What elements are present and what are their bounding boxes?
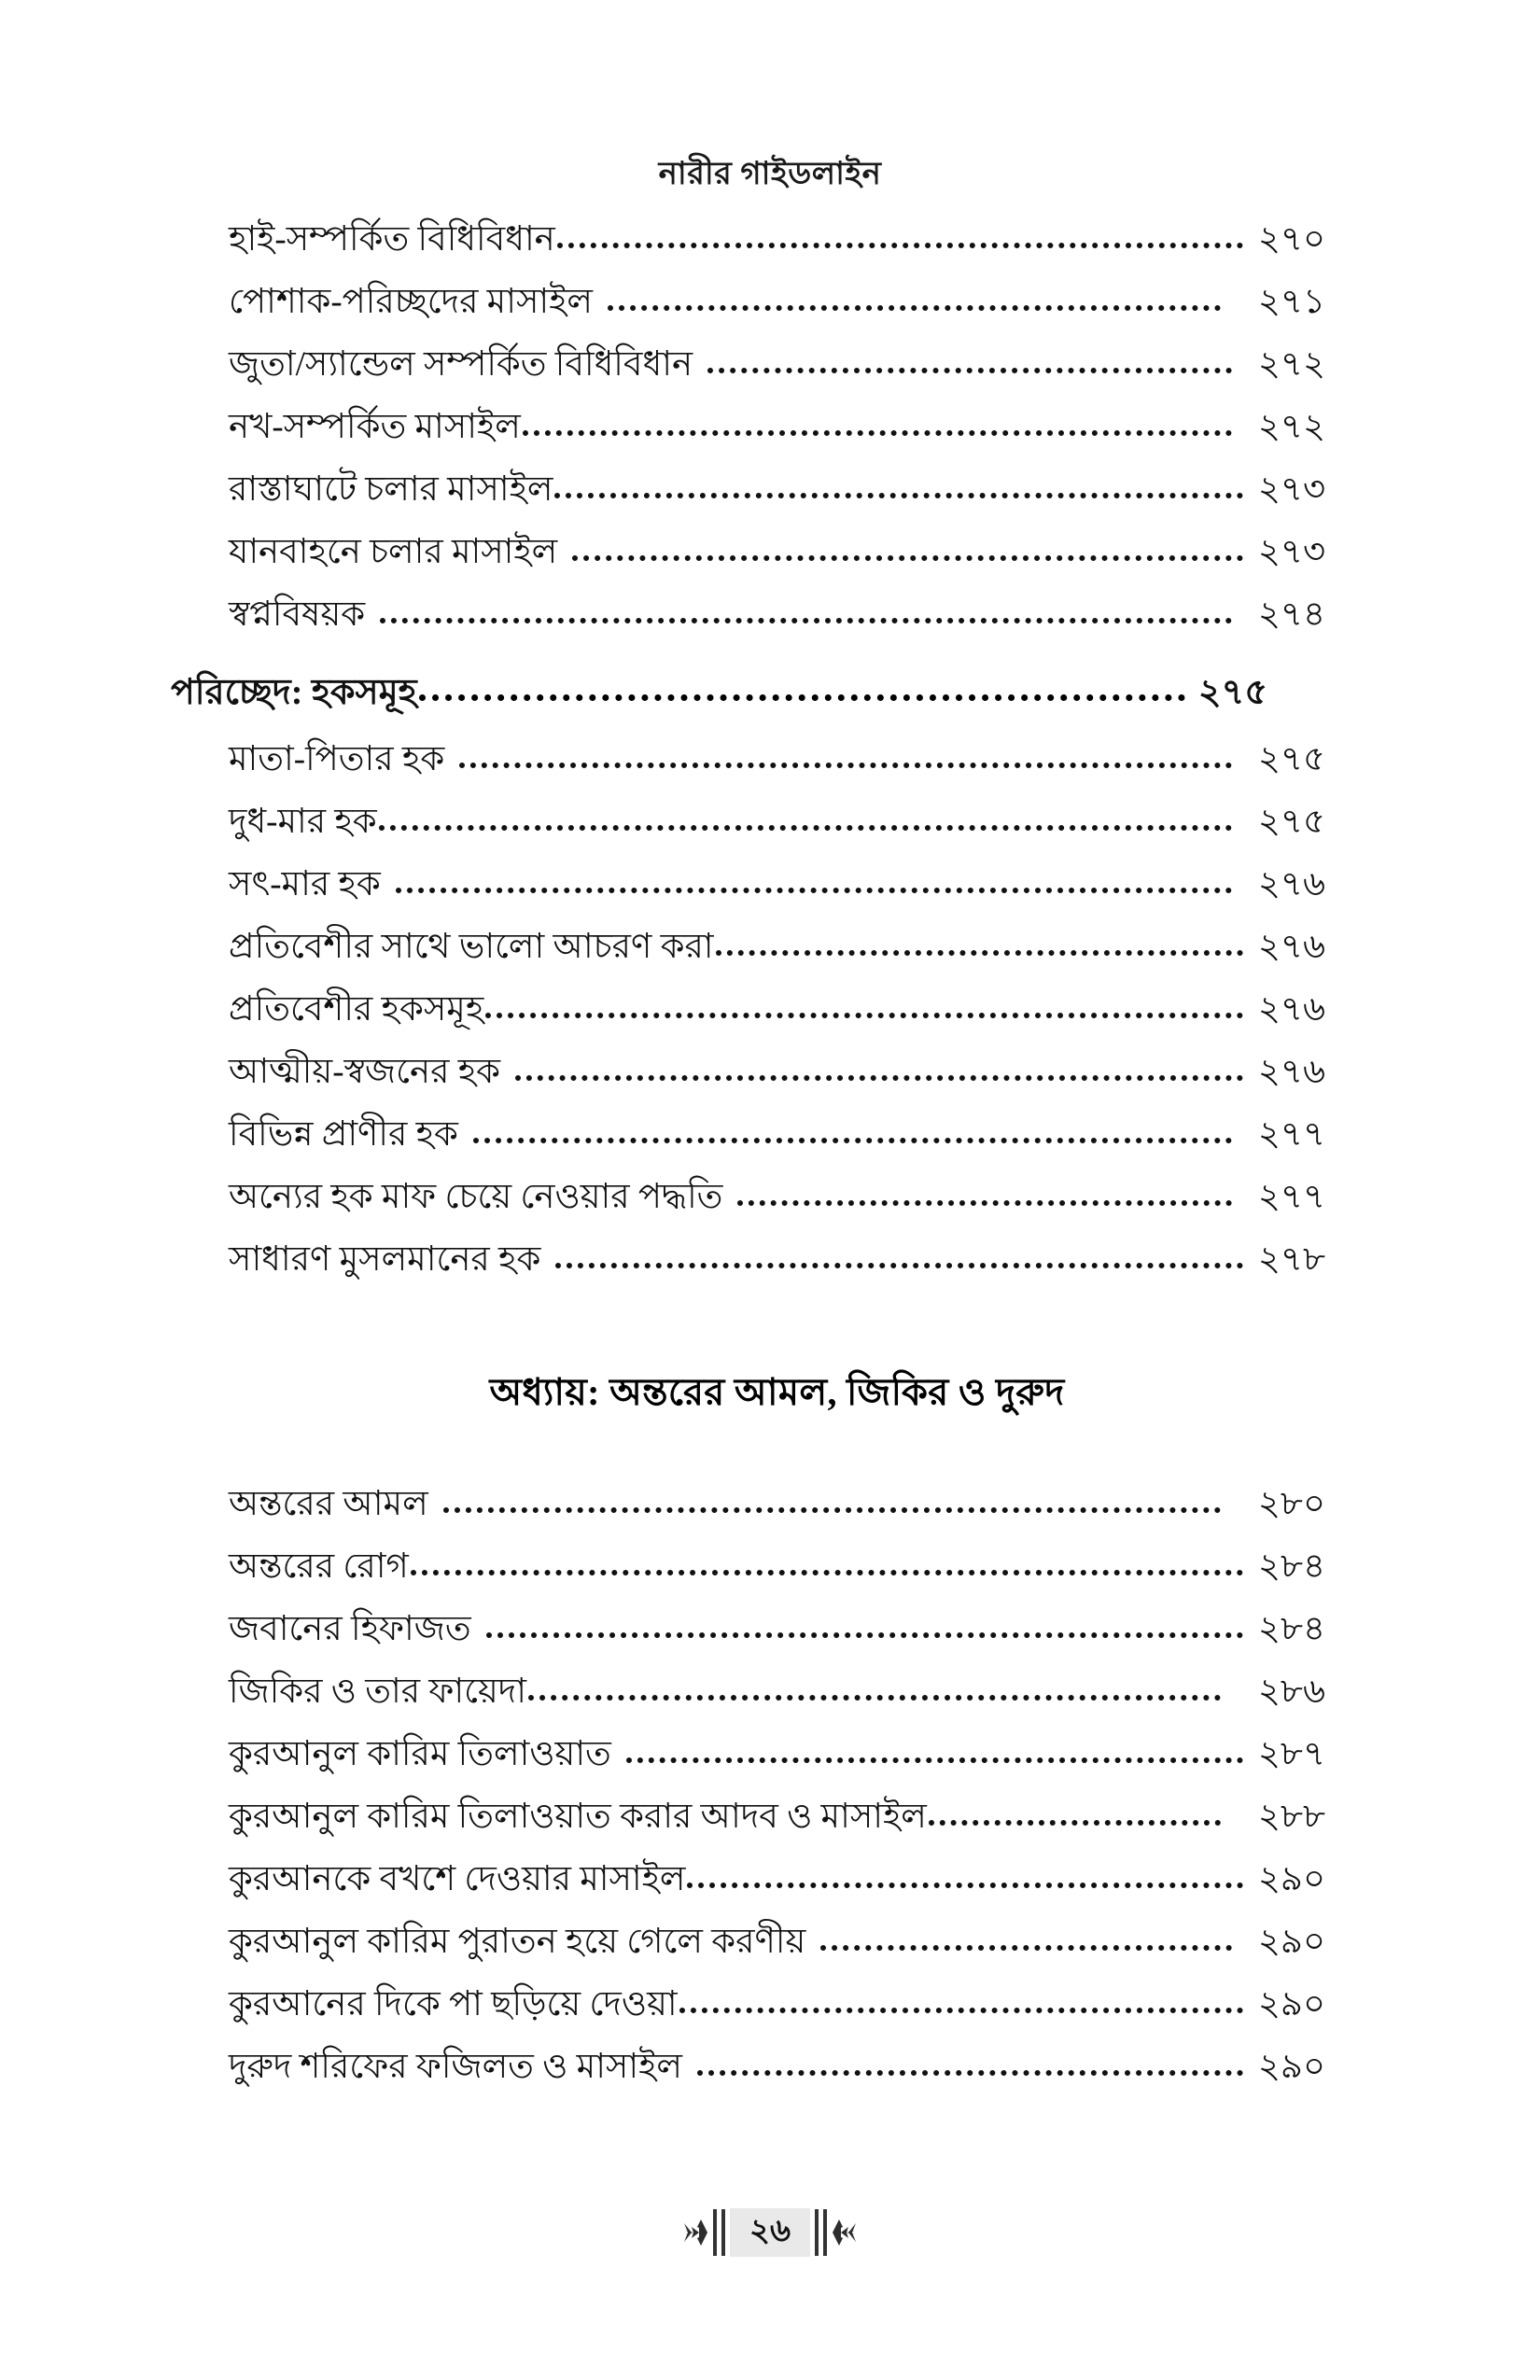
toc-entry [229, 1674, 1325, 1709]
toc-entry-title: সৎ-মার হক [229, 865, 381, 903]
footer-rule-left [713, 2209, 725, 2256]
toc-entry-page: ২৭৫ [1257, 803, 1325, 841]
floral-ornament-left-icon [680, 2208, 708, 2257]
toc-leader-dots [411, 1556, 1243, 1584]
toc-leader-dots [572, 541, 1243, 569]
toc-entry-page: ২৮৭ [1257, 1735, 1325, 1773]
folio-page-number: ২৬ [730, 2208, 810, 2257]
toc-entry [229, 1737, 1325, 1771]
toc-entry-title: কুরআনুল কারিম তিলাওয়াত [229, 1735, 611, 1773]
toc-entry [229, 1055, 1325, 1089]
toc-entry [229, 867, 1325, 902]
toc-entry [229, 597, 1325, 632]
toc-leader-dots [554, 479, 1243, 507]
toc-entry-title: প্রতিবেশীর সাথে ভালো আচরণ করা [229, 928, 714, 966]
toc-entry-page: ২৭৬ [1257, 990, 1325, 1029]
toc-leader-dots [626, 1743, 1243, 1771]
toc-entry [229, 347, 1325, 382]
toc-leader-dots [697, 2056, 1243, 2084]
toc-content [171, 220, 1325, 2112]
toc-entry-page: ২৭২ [1257, 345, 1325, 384]
toc-section-title: পরিচ্ছেদ: হকসমূহ [171, 673, 417, 712]
toc-entry-title: বিভিন্ন প্রাণীর হক [229, 1115, 458, 1154]
toc-entry [229, 1117, 1325, 1152]
toc-entry-page: ২৮০ [1257, 1485, 1325, 1523]
toc-entry-page: ২৭১ [1257, 283, 1325, 321]
toc-leader-dots [396, 874, 1232, 902]
toc-entry-title: দুধ-মার হক [229, 803, 377, 841]
toc-entry-title: অন্তরের আমল [229, 1485, 428, 1523]
toc-entry [229, 1862, 1325, 1897]
toc-entry-page: ২৭৬ [1257, 1053, 1325, 1091]
toc-leader-dots [929, 1806, 1221, 1834]
toc-leader-dots [486, 1618, 1243, 1646]
toc-leader-dots [716, 936, 1243, 964]
toc-entry-title: পোশাক-পরিচ্ছদের মাসাইল [229, 283, 593, 321]
toc-entry [229, 285, 1325, 319]
toc-leader-dots [687, 1869, 1243, 1897]
toc-entry [229, 222, 1325, 257]
toc-entry-page: ২৭৩ [1257, 470, 1325, 509]
toc-entry-page: ২৭৭ [1257, 1178, 1325, 1216]
chapter-heading: অধ্যায়: অন্তরের আমল, জিকির ও দুরুদ [489, 1371, 1065, 1413]
toc-entry-page: ২৭৩ [1257, 533, 1325, 571]
toc-entry-page: ২৭৬ [1257, 865, 1325, 903]
toc-entry-page: ২৭৮ [1257, 1240, 1325, 1279]
toc-entry-title: জুতা/স্যান্ডেল সম্পর্কিত বিধিবিধান [229, 345, 693, 384]
toc-entry [229, 1180, 1325, 1214]
toc-entry [229, 1987, 1325, 2022]
toc-entry [229, 1242, 1325, 1277]
running-header-title: নারীর গাইডলাইন [658, 157, 882, 191]
toc-group-third [229, 1487, 1325, 2084]
toc-section-heading [171, 675, 1267, 710]
toc-entry-title: কুরআনকে বখশে দেওয়ার মাসাইল [229, 1860, 686, 1898]
toc-entry [229, 535, 1325, 569]
toc-entry-title: মাতা-পিতার হক [229, 740, 445, 778]
toc-entry-title: রাস্তাঘাটে চলার মাসাইল [229, 470, 553, 509]
toc-entry-title: সাধারণ মুসলমানের হক [229, 1240, 541, 1279]
toc-entry-page: ২৮৬ [1257, 1673, 1325, 1711]
toc-entry-title: অন্তরের রোগ [229, 1547, 409, 1586]
toc-entry-title: কুরআনের দিকে পা ছড়িয়ে দেওয়া [229, 1985, 678, 2023]
toc-entry [229, 1612, 1325, 1646]
toc-entry [229, 1487, 1325, 1521]
toc-entry-title: অন্যের হক মাফ চেয়ে নেওয়ার পদ্ধতি [229, 1178, 723, 1216]
toc-entry-title: জিকির ও তার ফায়েদা [229, 1673, 526, 1711]
toc-entry-page: ২৭৫ [1257, 740, 1325, 778]
toc-leader-dots [707, 354, 1232, 382]
toc-entry [229, 930, 1325, 964]
toc-leader-dots [473, 1124, 1232, 1152]
toc-leader-dots [485, 999, 1243, 1027]
toc-entry [229, 992, 1325, 1027]
toc-leader-dots [528, 1681, 1221, 1709]
page-footer [0, 2208, 1540, 2257]
toc-entry-title: প্রতিবেশীর হকসমূহ [229, 990, 484, 1029]
toc-entry-page: ২৯০ [1257, 1923, 1325, 1961]
toc-entry [229, 1799, 1325, 1834]
toc-leader-dots [379, 811, 1232, 839]
toc-entry [229, 410, 1325, 444]
toc-entry [229, 805, 1325, 839]
toc-leader-dots [523, 416, 1232, 444]
toc-entry-title: জবানের হিফাজত [229, 1610, 471, 1648]
toc-entry-title: হাই-সম্পর্কিত বিধিবিধান [229, 220, 555, 259]
toc-leader-dots [443, 1493, 1221, 1521]
toc-entry-page: ২৯০ [1257, 1860, 1325, 1898]
footer-rule-right [815, 2209, 827, 2256]
toc-leader-dots [557, 229, 1243, 257]
toc-entry [229, 1925, 1325, 1959]
toc-leader-dots [737, 1186, 1232, 1214]
toc-leader-dots [515, 1061, 1243, 1089]
toc-entry [229, 472, 1325, 507]
toc-entry-page: ২৮৮ [1257, 1798, 1325, 1836]
toc-entry-page: ২৭৪ [1257, 595, 1325, 634]
toc-entry-title: কুরআনুল কারিম পুরাতন হয়ে গেলে করণীয় [229, 1923, 806, 1961]
toc-entry-title: কুরআনুল কারিম তিলাওয়াত করার আদব ও মাসাইল [229, 1798, 927, 1836]
toc-entry-page: ২৮৪ [1257, 1610, 1325, 1648]
floral-ornament-right-icon [832, 2208, 860, 2257]
toc-entry-page: ২৭০ [1257, 220, 1325, 259]
toc-entry-title: যানবাহনে চলার মাসাইল [229, 533, 558, 571]
toc-entry-page: ২৯০ [1257, 1985, 1325, 2023]
toc-leader-dots [419, 682, 1185, 710]
toc-entry [229, 2050, 1325, 2084]
toc-entry-page: ২৯০ [1257, 2048, 1325, 2086]
toc-section-page: ২৭৫ [1197, 673, 1267, 712]
toc-entry-title: দুরুদ শরিফের ফজিলত ও মাসাইল [229, 2048, 682, 2086]
toc-entry-page: ২৭৭ [1257, 1115, 1325, 1154]
toc-leader-dots [459, 749, 1232, 777]
toc-entry-page: ২৮৪ [1257, 1547, 1325, 1586]
toc-leader-dots [679, 1994, 1243, 2022]
toc-leader-dots [380, 604, 1232, 632]
toc-entry-title: স্বপ্নবিষয়ক [229, 595, 366, 634]
toc-entry-page: ২৭৬ [1257, 928, 1325, 966]
toc-entry [229, 1549, 1325, 1584]
toc-group-first [229, 222, 1325, 632]
toc-entry-title: আত্মীয়-স্বজনের হক [229, 1053, 501, 1091]
toc-leader-dots [608, 291, 1221, 319]
toc-entry-page: ২৭২ [1257, 408, 1325, 446]
toc-group-second [229, 742, 1325, 1277]
toc-leader-dots [820, 1931, 1232, 1959]
toc-entry-title: নখ-সম্পর্কিত মাসাইল [229, 408, 521, 446]
toc-entry [229, 742, 1325, 777]
toc-leader-dots [555, 1249, 1243, 1277]
